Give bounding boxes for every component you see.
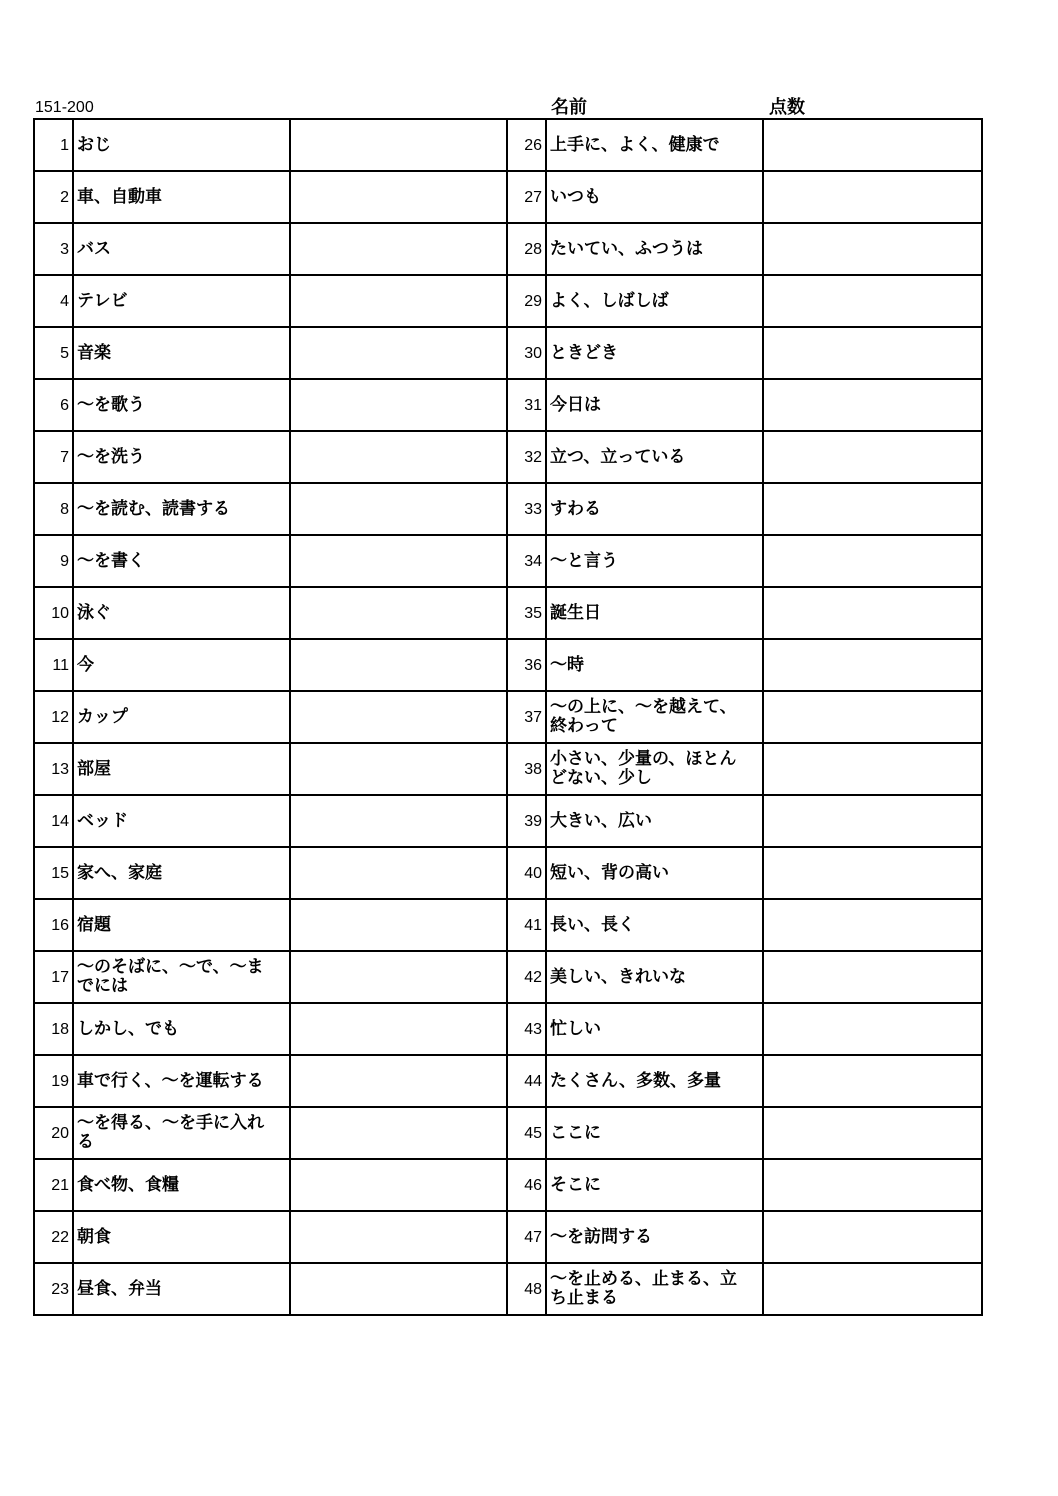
quiz-row: [34, 691, 982, 743]
right-item-term: 上手に、よく、健康で: [546, 119, 763, 171]
left-item-number: 12: [34, 691, 73, 743]
sheet-range: 151-200: [35, 99, 94, 116]
right-answer-cell[interactable]: [763, 119, 982, 171]
right-answer-cell[interactable]: [763, 951, 982, 1003]
right-item-term: すわる: [546, 483, 763, 535]
left-item-term: 朝食: [73, 1211, 290, 1263]
right-answer-cell[interactable]: [763, 171, 982, 223]
right-answer-cell[interactable]: [763, 1107, 982, 1159]
right-item-term: ～を止める、止まる、立ち止まる: [546, 1263, 763, 1315]
left-answer-cell[interactable]: [290, 119, 507, 171]
right-answer-cell[interactable]: [763, 1159, 982, 1211]
quiz-row: [34, 379, 982, 431]
left-answer-cell[interactable]: [290, 223, 507, 275]
right-answer-cell[interactable]: [763, 587, 982, 639]
right-item-term: そこに: [546, 1159, 763, 1211]
quiz-row: [34, 1263, 982, 1315]
quiz-row: [34, 535, 982, 587]
right-item-number: 33: [507, 483, 546, 535]
left-answer-cell[interactable]: [290, 1107, 507, 1159]
right-answer-cell[interactable]: [763, 1003, 982, 1055]
left-answer-cell[interactable]: [290, 795, 507, 847]
right-item-number: 28: [507, 223, 546, 275]
right-item-number: 32: [507, 431, 546, 483]
quiz-row: [34, 431, 982, 483]
right-item-term: ～と言う: [546, 535, 763, 587]
left-answer-cell[interactable]: [290, 743, 507, 795]
left-item-term: ～のそばに、～で、～までには: [73, 951, 290, 1003]
right-answer-cell[interactable]: [763, 743, 982, 795]
left-item-term: 音楽: [73, 327, 290, 379]
quiz-row: [34, 1003, 982, 1055]
right-item-number: 37: [507, 691, 546, 743]
left-item-term: 今: [73, 639, 290, 691]
right-answer-cell[interactable]: [763, 223, 982, 275]
right-item-term: 今日は: [546, 379, 763, 431]
left-item-number: 7: [34, 431, 73, 483]
left-answer-cell[interactable]: [290, 327, 507, 379]
quiz-row: [34, 1211, 982, 1263]
right-item-term: ～時: [546, 639, 763, 691]
quiz-row: [34, 327, 982, 379]
left-item-term: 家へ、家庭: [73, 847, 290, 899]
right-answer-cell[interactable]: [763, 483, 982, 535]
right-answer-cell[interactable]: [763, 795, 982, 847]
left-answer-cell[interactable]: [290, 483, 507, 535]
right-item-term: ～を訪問する: [546, 1211, 763, 1263]
right-item-term: 大きい、広い: [546, 795, 763, 847]
left-item-number: 18: [34, 1003, 73, 1055]
quiz-row: [34, 795, 982, 847]
right-item-term: 長い、長く: [546, 899, 763, 951]
left-item-number: 15: [34, 847, 73, 899]
right-item-term: いつも: [546, 171, 763, 223]
left-item-number: 17: [34, 951, 73, 1003]
right-item-number: 35: [507, 587, 546, 639]
right-item-number: 26: [507, 119, 546, 171]
left-item-number: 10: [34, 587, 73, 639]
left-answer-cell[interactable]: [290, 1211, 507, 1263]
left-item-number: 4: [34, 275, 73, 327]
right-item-term: 短い、背の高い: [546, 847, 763, 899]
quiz-row: [34, 951, 982, 1003]
left-item-number: 13: [34, 743, 73, 795]
right-item-term: よく、しばしば: [546, 275, 763, 327]
left-item-term: ～を歌う: [73, 379, 290, 431]
right-item-number: 27: [507, 171, 546, 223]
right-answer-cell[interactable]: [763, 431, 982, 483]
left-item-term: テレビ: [73, 275, 290, 327]
right-answer-cell[interactable]: [763, 275, 982, 327]
left-item-number: 19: [34, 1055, 73, 1107]
left-item-number: 22: [34, 1211, 73, 1263]
quiz-row: [34, 847, 982, 899]
vocabulary-quiz-table: [33, 118, 983, 1316]
left-item-term: おじ: [73, 119, 290, 171]
right-answer-cell[interactable]: [763, 1055, 982, 1107]
right-item-term: たくさん、多数、多量: [546, 1055, 763, 1107]
left-item-number: 3: [34, 223, 73, 275]
right-answer-cell[interactable]: [763, 1211, 982, 1263]
left-answer-cell[interactable]: [290, 1055, 507, 1107]
left-item-number: 16: [34, 899, 73, 951]
left-item-term: 車、自動車: [73, 171, 290, 223]
right-item-number: 38: [507, 743, 546, 795]
quiz-row: [34, 171, 982, 223]
right-item-term: 小さい、少量の、ほとんどない、少し: [546, 743, 763, 795]
right-item-number: 36: [507, 639, 546, 691]
right-item-number: 39: [507, 795, 546, 847]
left-item-number: 9: [34, 535, 73, 587]
left-item-term: カップ: [73, 691, 290, 743]
left-answer-cell[interactable]: [290, 535, 507, 587]
right-item-term: 誕生日: [546, 587, 763, 639]
left-item-number: 8: [34, 483, 73, 535]
left-item-term: ～を読む、読書する: [73, 483, 290, 535]
left-item-number: 14: [34, 795, 73, 847]
right-answer-cell[interactable]: [763, 379, 982, 431]
left-answer-cell[interactable]: [290, 899, 507, 951]
right-answer-cell[interactable]: [763, 847, 982, 899]
right-item-number: 44: [507, 1055, 546, 1107]
left-item-term: ～を得る、～を手に入れる: [73, 1107, 290, 1159]
left-item-term: 食べ物、食糧: [73, 1159, 290, 1211]
left-item-number: 20: [34, 1107, 73, 1159]
left-answer-cell[interactable]: [290, 587, 507, 639]
right-item-term: 美しい、きれいな: [546, 951, 763, 1003]
left-item-term: 昼食、弁当: [73, 1263, 290, 1315]
right-item-number: 31: [507, 379, 546, 431]
left-item-term: ～を書く: [73, 535, 290, 587]
right-item-term: ときどき: [546, 327, 763, 379]
right-item-number: 43: [507, 1003, 546, 1055]
quiz-row: [34, 483, 982, 535]
left-answer-cell[interactable]: [290, 847, 507, 899]
left-item-term: ～を洗う: [73, 431, 290, 483]
right-answer-cell[interactable]: [763, 327, 982, 379]
left-item-number: 21: [34, 1159, 73, 1211]
right-item-term: ここに: [546, 1107, 763, 1159]
left-answer-cell[interactable]: [290, 691, 507, 743]
right-answer-cell[interactable]: [763, 1263, 982, 1315]
quiz-row: [34, 119, 982, 171]
quiz-row: [34, 1055, 982, 1107]
quiz-row: [34, 223, 982, 275]
left-answer-cell[interactable]: [290, 1003, 507, 1055]
left-answer-cell[interactable]: [290, 275, 507, 327]
left-item-term: 宿題: [73, 899, 290, 951]
right-item-term: たいてい、ふつうは: [546, 223, 763, 275]
left-item-number: 11: [34, 639, 73, 691]
quiz-row: [34, 899, 982, 951]
right-answer-cell[interactable]: [763, 899, 982, 951]
right-item-number: 45: [507, 1107, 546, 1159]
quiz-row: [34, 587, 982, 639]
left-item-term: ベッド: [73, 795, 290, 847]
left-answer-cell[interactable]: [290, 1159, 507, 1211]
right-item-term: 忙しい: [546, 1003, 763, 1055]
quiz-row: [34, 275, 982, 327]
left-item-number: 6: [34, 379, 73, 431]
right-item-number: 29: [507, 275, 546, 327]
right-item-term: 立つ、立っている: [546, 431, 763, 483]
left-item-number: 1: [34, 119, 73, 171]
left-answer-cell[interactable]: [290, 1263, 507, 1315]
quiz-row: [34, 1159, 982, 1211]
left-item-term: しかし、でも: [73, 1003, 290, 1055]
right-answer-cell[interactable]: [763, 691, 982, 743]
left-item-term: 泳ぐ: [73, 587, 290, 639]
right-item-number: 46: [507, 1159, 546, 1211]
quiz-body: [34, 119, 982, 1315]
quiz-row: [34, 639, 982, 691]
score-label: 点数: [769, 97, 805, 118]
right-item-number: 42: [507, 951, 546, 1003]
right-item-number: 34: [507, 535, 546, 587]
right-item-number: 30: [507, 327, 546, 379]
name-label: 名前: [551, 97, 587, 118]
left-answer-cell[interactable]: [290, 171, 507, 223]
left-item-number: 2: [34, 171, 73, 223]
left-answer-cell[interactable]: [290, 951, 507, 1003]
right-item-number: 47: [507, 1211, 546, 1263]
left-answer-cell[interactable]: [290, 379, 507, 431]
right-answer-cell[interactable]: [763, 639, 982, 691]
left-item-term: 部屋: [73, 743, 290, 795]
right-item-term: ～の上に、～を越えて、終わって: [546, 691, 763, 743]
left-item-term: 車で行く、～を運転する: [73, 1055, 290, 1107]
right-answer-cell[interactable]: [763, 535, 982, 587]
right-item-number: 48: [507, 1263, 546, 1315]
right-item-number: 41: [507, 899, 546, 951]
quiz-row: [34, 743, 982, 795]
right-item-number: 40: [507, 847, 546, 899]
quiz-row: [34, 1107, 982, 1159]
left-answer-cell[interactable]: [290, 639, 507, 691]
left-item-term: バス: [73, 223, 290, 275]
left-item-number: 23: [34, 1263, 73, 1315]
left-item-number: 5: [34, 327, 73, 379]
left-answer-cell[interactable]: [290, 431, 507, 483]
